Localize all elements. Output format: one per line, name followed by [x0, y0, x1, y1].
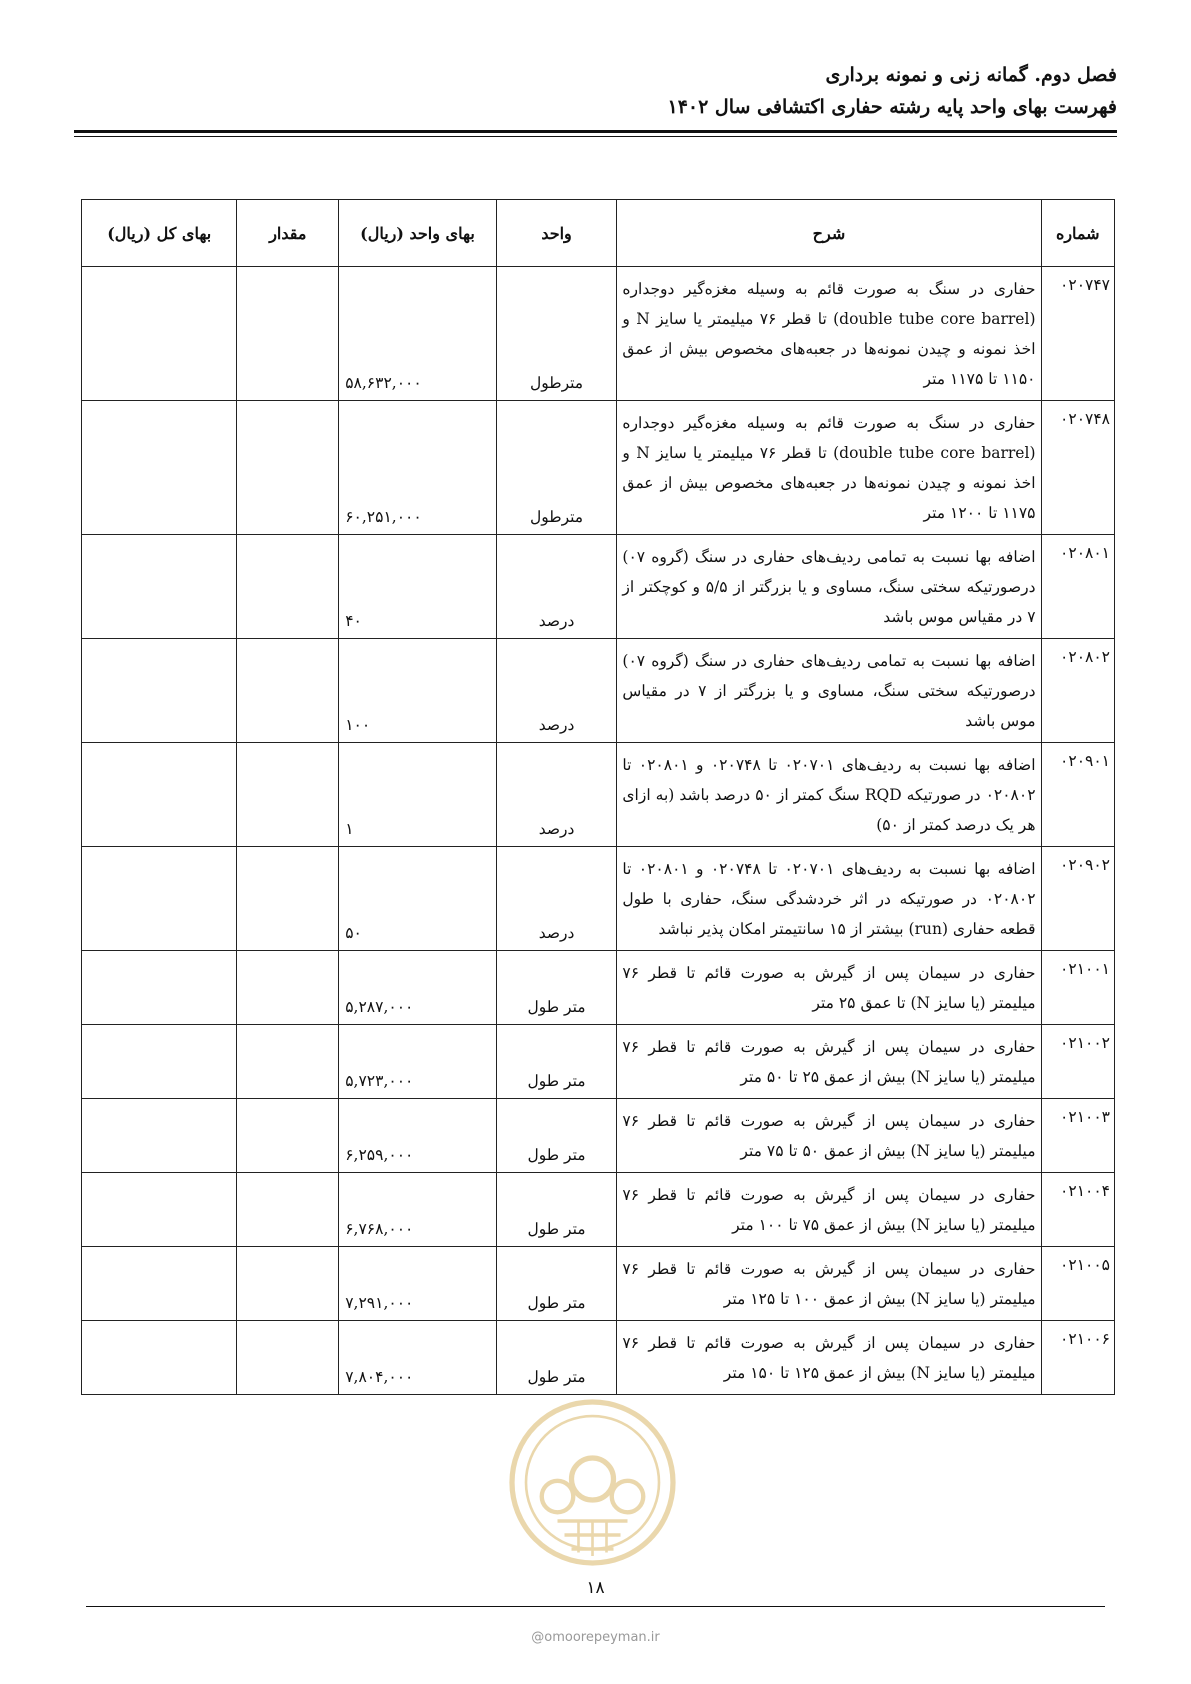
item-unit-price: ۵,۷۲۳,۰۰۰ [339, 1025, 496, 1099]
item-unit: مترطول [496, 401, 617, 535]
item-code: ۰۲۱۰۰۶ [1041, 1321, 1114, 1395]
item-quantity [237, 1247, 339, 1321]
item-code: ۰۲۰۸۰۱ [1041, 535, 1114, 639]
item-description: اضافه بها نسبت به ردیف‌های ۰۲۰۷۰۱ تا ۰۲۰۷۴۸ و ۰۲۰۸۰۱ تا ۰۲۰۸۰۲ در صورتیکه در اثر خردشدگی سنگ، حفاری با طول قطعه حفاری (run) بیشتر از ۱۵ سانتیمتر امکان پذیر نباشد [617, 847, 1041, 951]
item-description: حفاری در سنگ به صورت قائم به وسیله مغزه‌گیر دوجداره (double tube core barrel) تا قطر ۷۶ میلیمتر یا سایز N و اخذ نمونه و چیدن نمونه‌ها در جعبه‌های مخصوص بیش از عمق ۱۱۵۰ تا ۱۱۷۵ متر [617, 267, 1041, 401]
item-total-price [82, 535, 237, 639]
item-quantity [237, 1321, 339, 1395]
item-total-price [82, 951, 237, 1025]
page-header [74, 60, 1117, 122]
item-quantity [237, 951, 339, 1025]
item-code: ۰۲۰۹۰۲ [1041, 847, 1114, 951]
column-header-total: بهای کل (ریال) [82, 200, 237, 267]
table-row [82, 535, 1115, 639]
item-quantity [237, 1173, 339, 1247]
item-unit-price: ۶,۲۵۹,۰۰۰ [339, 1099, 496, 1173]
item-total-price [82, 847, 237, 951]
table-row [82, 743, 1115, 847]
item-unit-price: ۶,۷۶۸,۰۰۰ [339, 1173, 496, 1247]
item-quantity [237, 401, 339, 535]
table-body [82, 267, 1115, 1395]
table-row [82, 1025, 1115, 1099]
table-row [82, 1173, 1115, 1247]
item-total-price [82, 267, 237, 401]
item-code: ۰۲۰۷۴۸ [1041, 401, 1114, 535]
item-code: ۰۲۱۰۰۱ [1041, 951, 1114, 1025]
item-unit: متر طول [496, 1247, 617, 1321]
table-row [82, 639, 1115, 743]
item-unit-price: ۵۸,۶۳۲,۰۰۰ [339, 267, 496, 401]
column-header-qty: مقدار [237, 200, 339, 267]
item-unit-price: ۱۰۰ [339, 639, 496, 743]
item-unit-price: ۶۰,۲۵۱,۰۰۰ [339, 401, 496, 535]
item-total-price [82, 1025, 237, 1099]
item-code: ۰۲۰۷۴۷ [1041, 267, 1114, 401]
item-quantity [237, 1025, 339, 1099]
item-code: ۰۲۱۰۰۴ [1041, 1173, 1114, 1247]
item-total-price [82, 1099, 237, 1173]
item-unit-price: ۴۰ [339, 535, 496, 639]
table-row [82, 1099, 1115, 1173]
item-unit: متر طول [496, 1099, 617, 1173]
item-code: ۰۲۱۰۰۲ [1041, 1025, 1114, 1099]
item-unit: متر طول [496, 951, 617, 1025]
column-header-code: شماره [1041, 200, 1114, 267]
item-description: حفاری در سنگ به صورت قائم به وسیله مغزه‌گیر دوجداره (double tube core barrel) تا قطر ۷۶ میلیمتر یا سایز N و اخذ نمونه و چیدن نمونه‌ها در جعبه‌های مخصوص بیش از عمق ۱۱۷۵ تا ۱۲۰۰ متر [617, 401, 1041, 535]
table-row [82, 267, 1115, 401]
document-subtitle: فهرست بهای واحد پایه رشته حفاری اکتشافی سال ۱۴۰۲ [667, 96, 1117, 118]
header-rule-thin [74, 136, 1117, 137]
item-unit-price: ۱ [339, 743, 496, 847]
item-quantity [237, 1099, 339, 1173]
seal-watermark-icon [505, 1395, 680, 1570]
item-total-price [82, 639, 237, 743]
column-header-desc: شرح [617, 200, 1041, 267]
table-row [82, 1321, 1115, 1395]
column-header-unit: واحد [496, 200, 617, 267]
footer-rule [86, 1606, 1105, 1607]
item-unit-price: ۷,۸۰۴,۰۰۰ [339, 1321, 496, 1395]
item-description: حفاری در سیمان پس از گیرش به صورت قائم تا قطر ۷۶ میلیمتر (یا سایز N) بیش از عمق ۲۵ تا ۵۰ متر [617, 1025, 1041, 1099]
price-table [81, 199, 1115, 1395]
item-quantity [237, 743, 339, 847]
item-description: اضافه بها نسبت به تمامی ردیف‌های حفاری در سنگ (گروه ۰۷) درصورتیکه سختی سنگ، مساوی و یا بزرگتر از ۵/۵ و کوچکتر از ۷ در مقیاس موس باشد [617, 535, 1041, 639]
item-total-price [82, 1247, 237, 1321]
table-header-row [82, 200, 1115, 267]
item-code: ۰۲۰۹۰۱ [1041, 743, 1114, 847]
item-total-price [82, 401, 237, 535]
item-unit: متر طول [496, 1321, 617, 1395]
item-quantity [237, 267, 339, 401]
item-unit-price: ۷,۲۹۱,۰۰۰ [339, 1247, 496, 1321]
item-unit-price: ۵۰ [339, 847, 496, 951]
item-description: حفاری در سیمان پس از گیرش به صورت قائم تا قطر ۷۶ میلیمتر (یا سایز N) بیش از عمق ۷۵ تا ۱۰۰ متر [617, 1173, 1041, 1247]
item-description: حفاری در سیمان پس از گیرش به صورت قائم تا قطر ۷۶ میلیمتر (یا سایز N) بیش از عمق ۵۰ تا ۷۵ متر [617, 1099, 1041, 1173]
table-row [82, 1247, 1115, 1321]
table-row [82, 951, 1115, 1025]
table-row [82, 847, 1115, 951]
table-row [82, 401, 1115, 535]
column-header-unit-price: بهای واحد (ریال) [339, 200, 496, 267]
item-unit: متر طول [496, 1173, 617, 1247]
item-description: حفاری در سیمان پس از گیرش به صورت قائم تا قطر ۷۶ میلیمتر (یا سایز N) تا عمق ۲۵ متر [617, 951, 1041, 1025]
item-unit: درصد [496, 847, 617, 951]
item-code: ۰۲۰۸۰۲ [1041, 639, 1114, 743]
item-total-price [82, 743, 237, 847]
item-quantity [237, 847, 339, 951]
item-unit: درصد [496, 743, 617, 847]
item-description: حفاری در سیمان پس از گیرش به صورت قائم تا قطر ۷۶ میلیمتر (یا سایز N) بیش از عمق ۱۰۰ تا ۱۲۵ متر [617, 1247, 1041, 1321]
item-total-price [82, 1173, 237, 1247]
chapter-title: فصل دوم. گمانه زنی و نمونه برداری [825, 64, 1117, 86]
item-unit-price: ۵,۲۸۷,۰۰۰ [339, 951, 496, 1025]
item-unit: مترطول [496, 267, 617, 401]
item-unit: متر طول [496, 1025, 617, 1099]
item-quantity [237, 639, 339, 743]
site-watermark: @omoorepeyman.ir [531, 1630, 660, 1645]
item-code: ۰۲۱۰۰۳ [1041, 1099, 1114, 1173]
item-unit: درصد [496, 535, 617, 639]
item-total-price [82, 1321, 237, 1395]
page-number: ۱۸ [586, 1578, 605, 1598]
item-description: اضافه بها نسبت به ردیف‌های ۰۲۰۷۰۱ تا ۰۲۰۷۴۸ و ۰۲۰۸۰۱ تا ۰۲۰۸۰۲ در صورتیکه RQD سنگ کمتر از ۵۰ درصد باشد (به ازای هر یک درصد کمتر از ۵۰) [617, 743, 1041, 847]
item-code: ۰۲۱۰۰۵ [1041, 1247, 1114, 1321]
item-unit: درصد [496, 639, 617, 743]
header-rule-thick [74, 130, 1117, 133]
item-quantity [237, 535, 339, 639]
item-description: اضافه بها نسبت به تمامی ردیف‌های حفاری در سنگ (گروه ۰۷) درصورتیکه سختی سنگ، مساوی و یا بزرگتر از ۷ در مقیاس موس باشد [617, 639, 1041, 743]
item-description: حفاری در سیمان پس از گیرش به صورت قائم تا قطر ۷۶ میلیمتر (یا سایز N) بیش از عمق ۱۲۵ تا ۱۵۰ متر [617, 1321, 1041, 1395]
